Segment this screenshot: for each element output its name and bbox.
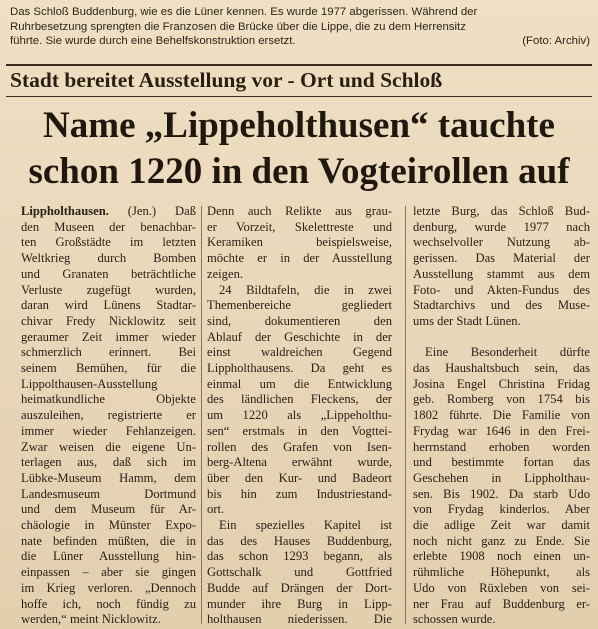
- text-line: die Lüner Ausstellung hin-: [21, 549, 196, 564]
- text-line: Ausstellung stammt aus dem: [413, 266, 590, 281]
- text-line: herrnstand erhoben worden: [413, 439, 590, 454]
- caption-line: Das Schloß Buddenburg, wie es die Lüner kennen. Es wurde 1977 abgerissen. Während der: [10, 6, 478, 18]
- text-line: und bestimmte fortan das: [413, 455, 590, 470]
- text-line: daran wird Lünens Stadtar-: [21, 298, 196, 313]
- text-line: Ein spezielles Kapitel ist: [219, 518, 392, 533]
- headline-line: schon 1220 in den Vogteirollen auf: [28, 151, 570, 192]
- text-line: Udo von Rüxleben von sei-: [413, 580, 590, 595]
- text-line: hoffe ich, noch fündig zu: [21, 596, 196, 611]
- text-line: Eine Besonderheit dürfte: [425, 345, 590, 360]
- text-line: nate befinden müßten, die in: [21, 533, 196, 548]
- dateline: Lippholthausen.: [21, 204, 109, 218]
- kicker-headline: Stadt bereitet Ausstellung vor - Ort und Schloß: [10, 68, 443, 92]
- caption-line: führte. Sie wurde durch eine Behelfskonstruktion ersetzt.: [10, 35, 296, 48]
- text-line: Frydag war 1646 in den Frei-: [413, 423, 590, 438]
- text-line: Josina Engel Christina Fridag: [413, 376, 590, 391]
- text-line: Denn auch Relikte aus grau-: [207, 204, 392, 218]
- text-line: Lippholthausens. Da geht es: [207, 361, 392, 376]
- text-line: heimatkundliche Objekte: [21, 392, 196, 407]
- text-line: einmal um die Entwicklung: [207, 376, 392, 391]
- text-line: Zwar weisen die eigene Un-: [21, 439, 196, 454]
- text-line: Keramiken beispielsweise,: [207, 235, 392, 250]
- text-line: geraumer Zeit immer wieder: [21, 329, 196, 344]
- text-line: er Vorzeit, Skelettreste und: [207, 219, 392, 234]
- text-line: werden,“ meint Nicklowitz.: [21, 612, 161, 627]
- text-line: von Frydag kinderlos. Aber: [413, 502, 590, 517]
- rule-bottom: [6, 96, 592, 97]
- text-line: das des Hauses Buddenburg,: [207, 533, 392, 548]
- text-line: ums der Stadt Lünen.: [413, 313, 521, 328]
- main-headline: [0, 103, 598, 195]
- text-line: Lippolthausen-Ausstellung: [21, 376, 158, 391]
- text-line: einst waldreichen Gegend: [207, 345, 392, 360]
- text-line: gerissen. Das Material der: [413, 251, 590, 266]
- text-line: schmerzlich erinnert. Bei: [21, 345, 196, 360]
- text-line: sind, dokumentieren den: [207, 313, 392, 328]
- text-line: immer wieder Fehlanzeigen.: [21, 423, 196, 438]
- text-line: Themenbereiche gegliedert: [207, 298, 392, 313]
- column-divider: [201, 206, 202, 624]
- text-line: um 1220 als „Lippeholthu-: [207, 408, 392, 423]
- text-line: sen“ erstmals in den Vogttei-: [207, 423, 392, 438]
- text-line: 1802 führte. Die Familie von: [413, 408, 590, 423]
- text-line: Lübke-Museum Hamm, dem: [21, 470, 196, 485]
- text-line: chivar Fredy Nicklowitz seit: [21, 313, 196, 328]
- text-line: Budde auf Drängen der Dort-: [207, 580, 392, 595]
- text-line: erlebte 1908 noch einen un-: [413, 549, 590, 564]
- text-line: sen. Bis 1902. Da starb Udo: [413, 486, 590, 501]
- text-line: [21, 204, 196, 220]
- text-line: Weltkrieg durch Bomben: [21, 251, 196, 266]
- text-line: rühmliche Höhepunkt, als: [413, 565, 590, 580]
- text-line: des ländlichen Fleckens, der: [207, 392, 392, 407]
- text-line: denburg, wurde 1977 nach: [413, 219, 590, 234]
- text-line: holthausen niederissen. Die: [207, 612, 392, 627]
- rule-top: [6, 64, 592, 66]
- caption-line: Ruhrbesetzung sprengten die Franzosen die Brücke über die Lippe, die zu dem Herrensitz: [10, 20, 466, 33]
- text-line: noch nicht ganz zu Ende. Sie: [413, 533, 590, 548]
- text-line: schossen wurde.: [413, 612, 496, 627]
- text-line: den Museen der benachbar-: [21, 219, 196, 234]
- text-line: berg-Altena erwähnt wurde,: [207, 455, 392, 470]
- text-line: terlagen aus, daß sich im: [21, 455, 196, 470]
- text-line: munder ihre Burg in Lipp-: [207, 596, 392, 611]
- photo-caption: [10, 5, 590, 49]
- text-line: Geschehen in Lippholthau-: [413, 470, 590, 485]
- text-line: Foto- und Akten-Fundus des: [413, 282, 590, 297]
- text-line: Landesmuseum Dortmund: [21, 486, 196, 501]
- text-line: das schon 1293 begann, als: [207, 549, 392, 564]
- text-line: auszuleihen, registrierte er: [21, 408, 196, 423]
- text-line: einpassen – aber sie gingen: [21, 565, 196, 580]
- text-line: die adlige Zeit war damit: [413, 518, 590, 533]
- text-line: geb. Romberg von 1754 bis: [413, 392, 590, 407]
- text-line: Stadtarchivs und des Muse-: [413, 298, 590, 313]
- text-fragment: (Jen.) Daß: [108, 204, 196, 218]
- text-line: seinem Bemühen, für die: [21, 361, 196, 376]
- text-line: und Granaten beträchtliche: [21, 266, 196, 281]
- article-column-3: [413, 204, 590, 628]
- text-line: möchte er in der Ausstellung: [207, 251, 392, 266]
- text-line: Ablauf der Geschichte in der: [207, 329, 392, 344]
- text-line: 24 Bildtafeln, die in zwei: [219, 282, 392, 297]
- text-line: wechselvoller Nutzung ab-: [413, 235, 590, 250]
- text-line: bis hin zum Industriestand-: [207, 486, 392, 501]
- text-line: im Krieg verloren. „Dennoch: [21, 580, 196, 595]
- text-line: das Haushaltsbuch sein, das: [413, 361, 590, 376]
- text-line: zeigen.: [207, 266, 244, 281]
- text-line: und dem Museum für Ar-: [21, 502, 196, 517]
- text-line: ten Großstädte im letzten: [21, 235, 196, 250]
- text-line: rollen des Grafen von Isen-: [207, 439, 392, 454]
- text-line: letzte Burg, das Schloß Bud-: [413, 204, 590, 218]
- article-column-2: [207, 204, 392, 628]
- paragraph-gap: [413, 330, 590, 346]
- text-line: über den Kur- und Badeort: [207, 470, 392, 485]
- text-line: Verluste zugefügt wurden,: [21, 282, 196, 297]
- text-line: chäologie in Münster Expo-: [21, 518, 196, 533]
- headline-line: Name „Lippeholthusen“ tauchte: [43, 105, 555, 146]
- caption-line-last: [10, 34, 590, 49]
- text-line: ner Frau auf Buddenburg er-: [413, 596, 590, 611]
- column-divider: [405, 206, 406, 624]
- text-line: Gottschalk und Gottfried: [207, 565, 392, 580]
- article-column-1: [21, 204, 196, 628]
- photo-credit: (Foto: Archiv): [522, 35, 590, 48]
- text-line: ort.: [207, 502, 225, 517]
